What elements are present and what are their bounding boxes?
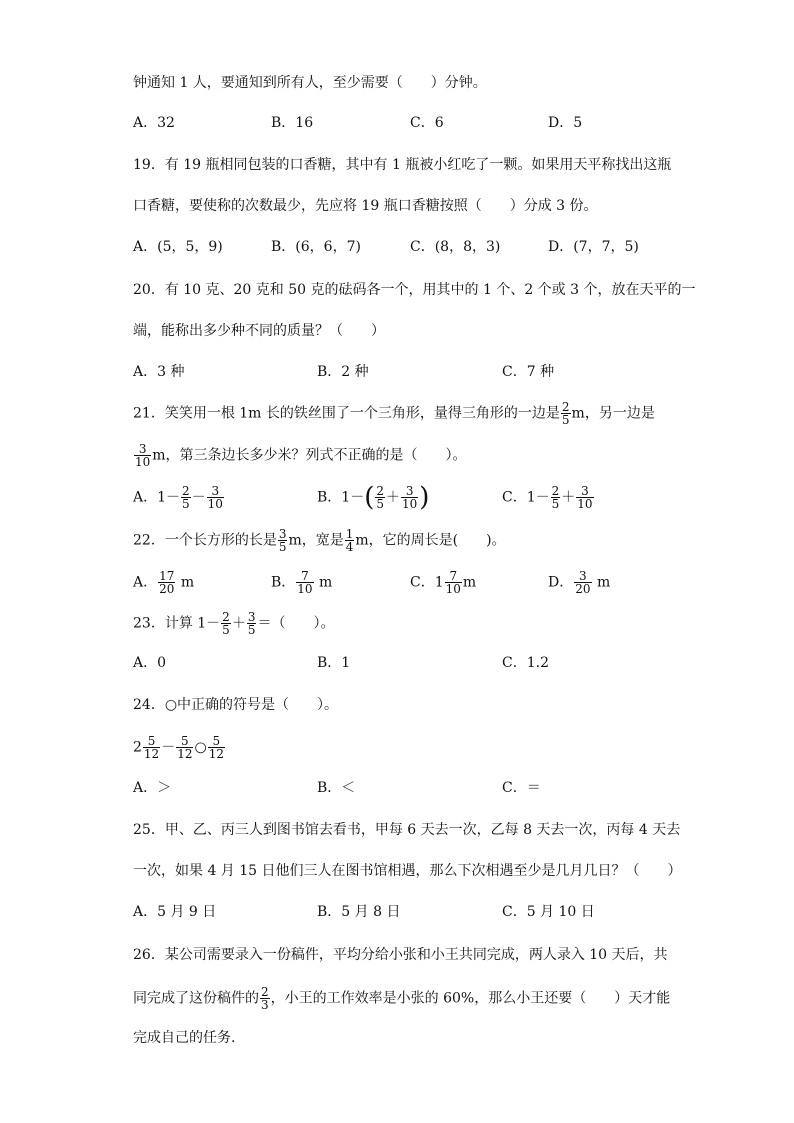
q18-option-b[interactable]: B．16 [271,115,314,131]
q19-option-b[interactable]: B．(6，6，7) [271,239,361,255]
unit: m [180,574,195,591]
fraction-3-10 [207,485,224,510]
option-label: D． [548,574,574,591]
fraction-5-12 [143,735,160,760]
left-paren-icon: ( [364,482,375,513]
fraction-2-5 [181,485,191,510]
numerator: 3 [574,570,591,583]
option-label: C．1－ [502,489,550,506]
fraction-5-12 [208,735,225,760]
q23-text-pre: 23．计算 1－ [133,615,221,632]
fraction-3-10 [401,485,418,510]
q26-text-post: ，小王的工作效率是小张的 60%，那么小王还要（ ）天才能 [270,990,671,1007]
q22-option-a[interactable] [133,570,194,595]
denominator: 4 [345,540,354,554]
q21-text-line1 [133,401,655,426]
q22-text-mid2: m，它的周长是( )。 [355,532,506,549]
numerator: 1 [345,527,354,541]
q19-text-line1: 19．有 19 瓶相同包装的口香糖，其中有 1 瓶被小红吃了一颗。如果用天平称找出这瓶 [133,157,672,173]
numerator: 5 [176,735,193,748]
denominator: 5 [222,623,230,637]
numerator: 3 [401,485,418,498]
numerator: 5 [143,735,160,748]
circle-placeholder: ○ [194,739,207,756]
q20-option-b[interactable]: B．2 种 [317,364,369,380]
numerator: 3 [247,610,256,624]
minus-sign: － [191,489,206,506]
fraction-3-5 [247,611,257,636]
q24-expression [133,735,226,760]
unit: m [319,574,333,591]
option-label: B．1－ [317,489,365,506]
q21-text-line2 [133,443,467,468]
fraction-7-10 [445,570,462,595]
fraction-3-20 [574,570,591,595]
fraction-3-5 [278,528,288,553]
q22-option-b[interactable] [271,570,332,595]
fraction-3-10 [576,485,593,510]
fraction-5-12 [176,735,193,760]
q22-text [133,528,506,553]
q21-text-post2: m，第三条边长多少米？列式不正确的是（ ）。 [152,447,467,464]
q25-option-a[interactable]: A．5 月 9 日 [133,904,217,920]
fraction-17-20 [158,570,175,595]
q22-option-d[interactable] [548,570,610,595]
denominator: 10 [207,497,223,511]
denominator: 12 [208,747,224,761]
denominator: 10 [577,497,593,511]
plus-sign: ＋ [561,489,576,506]
numerator: 7 [296,570,313,583]
q24-option-b[interactable]: B．＜ [317,780,356,796]
q25-text-line1: 25．甲、乙、丙三人到图书馆去看书，甲每 6 天去一次，乙每 8 天去一次，丙每 4 天去 [133,822,681,838]
denominator: 10 [402,497,418,511]
q21-option-a[interactable] [133,485,225,510]
q22-option-c[interactable] [410,570,476,595]
denominator: 10 [297,582,313,596]
denominator: 12 [143,747,160,761]
q18-option-d[interactable]: D．5 [548,115,583,131]
q26-text-line3: 完成自己的任务. [133,1030,236,1046]
q23-text [133,611,334,636]
q24-option-a[interactable]: A．＞ [133,780,172,796]
option-label: A． [133,574,158,591]
q23-option-c[interactable]: C．1.2 [502,655,549,671]
denominator: 10 [445,582,461,596]
option-label: B． [271,574,296,591]
numerator: 3 [134,443,151,456]
q26-text-line2 [133,986,670,1011]
fraction-2-5 [221,611,231,636]
q22-text-mid1: m，宽是 [288,532,344,549]
q20-text-line1: 20．有 10 克、20 克和 50 克的砝码各一个，用其中的 1 个、2 个或 3 个，放在天平的一 [133,282,696,298]
q19-option-d[interactable]: D．(7，7，5) [548,239,639,255]
q24-option-c[interactable]: C．＝ [502,780,541,796]
q19-option-c[interactable]: C．(8，8，3) [410,239,501,255]
numerator: 2 [182,484,190,498]
q21-text-post: m，另一边是 [571,405,655,422]
denominator: 12 [177,747,193,761]
denominator: 5 [182,497,190,511]
numerator: 2 [551,484,560,498]
denominator: 5 [551,497,560,511]
q23-option-b[interactable]: B．1 [317,655,351,671]
denominator: 20 [575,582,591,596]
minus-sign: － [161,739,176,756]
right-paren-icon: ) [419,482,430,513]
numerator: 3 [207,485,224,498]
q19-option-a[interactable]: A．(5，5，9) [133,239,223,255]
q26-text-pre: 同完成了这份稿件的 [133,990,259,1007]
plus-sign: ＋ [231,615,246,632]
numerator: 2 [261,985,269,999]
unit: m [596,574,611,591]
q23-option-a[interactable]: A．0 [133,655,167,671]
option-label: C．1 [410,574,444,591]
numerator: 2 [222,610,230,624]
numerator: 3 [278,527,287,541]
q26-text-line1: 26．某公司需要录入一份稿件，平均分给小张和小王共同完成，两人录入 10 天后，共 [133,947,668,963]
q20-option-a[interactable]: A．3 种 [133,364,185,380]
denominator: 20 [159,582,175,596]
denominator: 3 [261,998,269,1012]
q21-option-c[interactable] [502,485,595,510]
numerator: 3 [576,485,593,498]
q20-text-line2: 端，能称出多少种不同的质量？（ ） [133,323,385,339]
whole-number: 2 [133,739,142,756]
q19-text-line2: 口香糖，要使称的次数最少，先应将 19 瓶口香糖按照（ ）分成 3 份。 [133,198,598,214]
q22-text-pre: 22．一个长方形的长是 [133,532,277,549]
q25-text-line2: 一次，如果 4 月 15 日他们三人在图书馆相遇，那么下次相遇至少是几月几日？（ ） [133,863,682,879]
fraction-2-5 [551,485,561,510]
q24-text: 24．○中正确的符号是（ ）。 [133,697,339,713]
fraction-1-4 [345,528,355,553]
numerator: 2 [561,400,570,414]
q20-option-c[interactable]: C．7 种 [502,364,555,380]
q18-option-a[interactable]: A．32 [133,115,175,131]
denominator: 10 [135,455,151,469]
numerator: 7 [445,570,462,583]
fraction-2-5 [375,485,385,510]
q25-option-b[interactable]: B．5 月 8 日 [317,904,401,920]
q18-option-c[interactable]: C．6 [410,115,444,131]
q25-option-c[interactable]: C．5 月 10 日 [502,904,595,920]
fraction-2-3 [260,986,270,1011]
q21-option-b[interactable] [317,482,430,513]
q23-text-post: ＝（ ）。 [257,615,335,632]
denominator: 5 [247,623,256,637]
denominator: 5 [561,413,570,427]
fraction-3-10 [134,443,151,468]
plus-sign: ＋ [386,489,400,506]
denominator: 5 [376,497,384,511]
fraction-7-10 [296,570,313,595]
fraction-2-5 [561,401,571,426]
option-label: A．1－ [133,489,181,506]
unit: m [462,574,477,591]
q18-text: 钟通知 1 人，要通知到所有人，至少需要（ ）分钟。 [133,75,487,91]
numerator: 2 [376,484,384,498]
numerator: 5 [208,735,225,748]
denominator: 5 [278,540,287,554]
q21-text-pre: 21．笑笑用一根 1m 长的铁丝围了一个三角形，量得三角形的一边是 [133,405,560,422]
numerator: 17 [159,569,175,583]
